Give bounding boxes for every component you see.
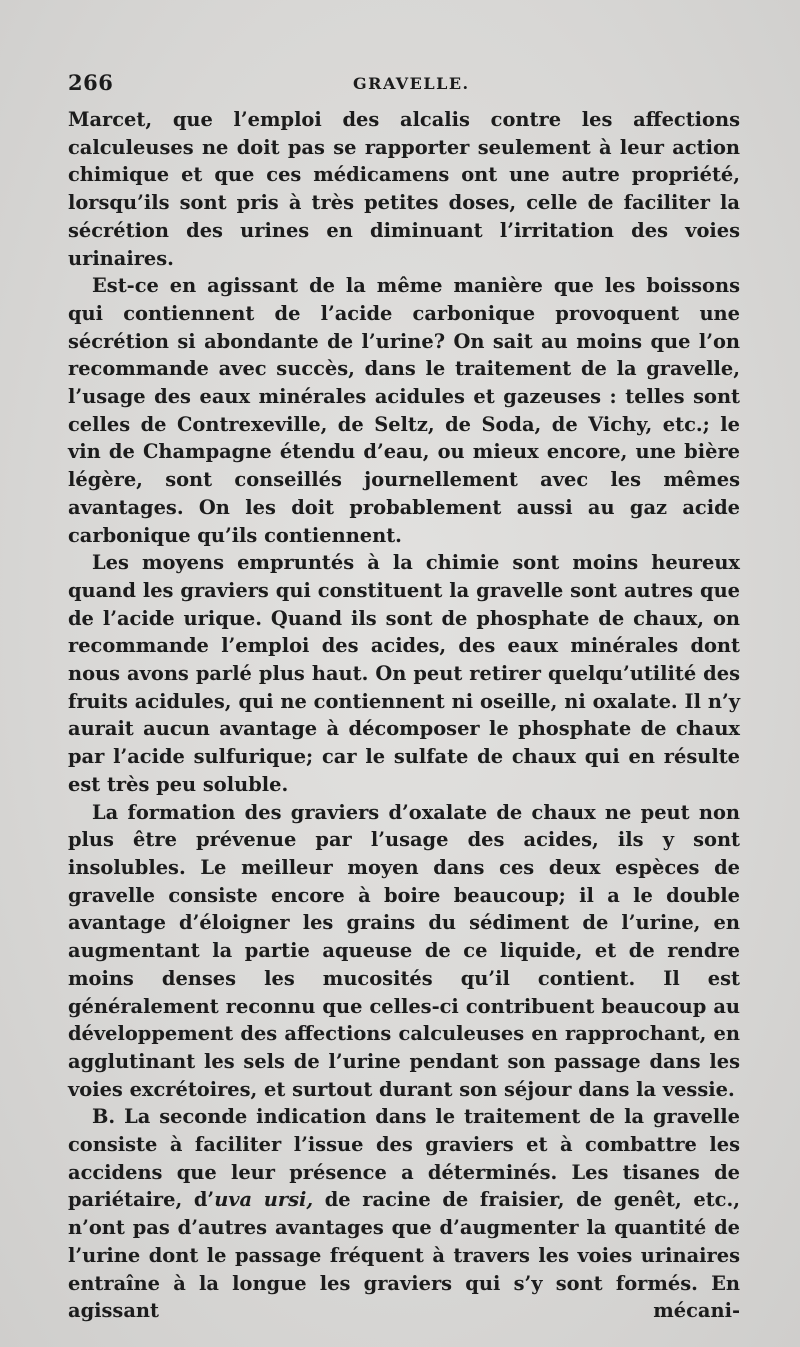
body-text (68, 106, 740, 1325)
paragraph-3: Les moyens empruntés à la chimie sont moins heureux quand les graviers qui constituent la gravelle sont autres que de l’acide urique. Quand ils sont de phosphate de chaux, on recommande l’emploi des acides, des eaux minérales dont nous avons parlé plus haut. On peut retirer quelqu’utilité des fruits acidules, qui ne contiennent ni oseille, ni oxalate. Il n’y aurait aucun avantage à décomposer le phosphate de chaux par l’acide sulfurique; car le sulfate de chaux qui en résulte est très peu soluble. (68, 551, 740, 796)
paragraph-2: Est-ce en agissant de la même manière que les boissons qui contiennent de l’acide carbonique provoquent une sécrétion si abondante de l’urine? On sait au moins que l’on recommande avec succès, dans le traitement de la gravelle, l’usage des eaux minérales acidules et gazeuses : telles sont celles de Contrexeville, de Seltz, de Soda, de Vichy, etc.; le vin de Champagne étendu d’eau, ou mieux encore, une bière légère, sont conseillés journellement avec les mêmes avantages. On les doit probablement aussi au gaz acide carbonique qu’ils contiennent. (68, 274, 740, 547)
page-header (68, 70, 740, 100)
paragraph-1: Marcet, que l’emploi des alcalis contre les affections calculeuses ne doit pas se rapporter seulement à leur action chimique et que ces médicamens ont une autre propriété, lorsqu’ils sont pris à très petites doses, celle de faciliter la sécrétion des urines en diminuant l’irritation des voies urinaires. (68, 108, 740, 270)
paragraph-4: La formation des graviers d’oxalate de chaux ne peut non plus être prévenue par l’usage des acides, ils y sont insolubles. Le meilleur moyen dans ces deux espèces de gravelle consiste encore à boire beaucoup; il a le double avantage d’éloigner les grains du sédiment de l’urine, en augmentant la partie aqueuse de ce liquide, et de rendre moins denses les mucosités qu’il contient. Il est généralement reconnu que celles-ci contribuent beaucoup au développement des affections calculeuses en rapprochant, en agglutinant les sels de l’urine pendant son passage dans les voies excrétoires, et surtout durant son séjour dans la vessie. (68, 800, 740, 1101)
paragraph-5 (68, 1103, 740, 1325)
paragraph-5-part-2: de racine de fraisier, de genêt, etc., n’ont pas d’autres avantages que d’augmenter la quantité de l’urine dont le passage fréquent à travers les voies urinaires entraîne à la longue les graviers qui s’y sont formés. En agissant mécani- (68, 1188, 740, 1323)
page-number: 266 (68, 70, 114, 95)
running-head: GRAVELLE. (353, 74, 470, 93)
paragraph-5-part-1: B. La seconde indication dans le traitement de la gravelle consiste à faciliter l’issue des graviers et à combattre les accidens que leur présence a déterminés. Les tisanes de pariétaire, d’ (68, 1105, 740, 1212)
italic-term: uva ursi, (214, 1188, 314, 1212)
